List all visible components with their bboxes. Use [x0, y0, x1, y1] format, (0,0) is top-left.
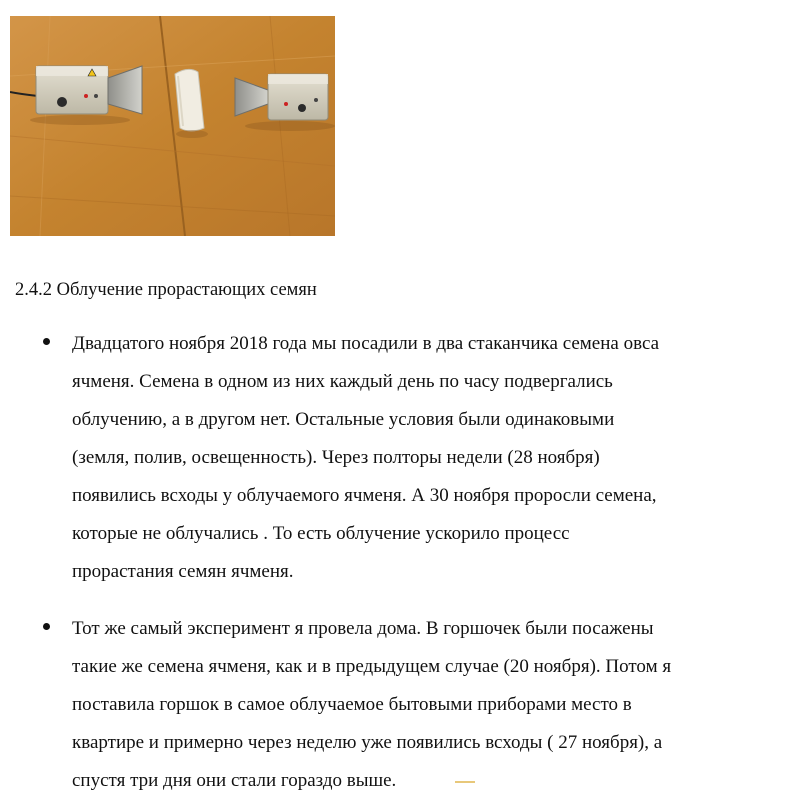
bullet-dot — [43, 338, 50, 345]
paragraph-line: которые не облучались . То есть облучение ускорило процесс — [72, 523, 570, 544]
paragraph-line: поставила горшок в самое облучаемое бытовыми приборами место в — [72, 694, 632, 715]
paragraph-line: облучению, а в другом нет. Остальные условия были одинаковыми — [72, 409, 615, 430]
paragraph-line: квартире и примерно через неделю уже появились всходы ( 27 ноября), а — [72, 732, 663, 753]
paragraph-line: появились всходы у облучаемого ячменя. А 30 ноября проросли семена, — [72, 485, 657, 506]
bullet-dot — [43, 623, 50, 630]
paragraph-line: ячменя. Семена в одном из них каждый день по часу подвергались — [72, 371, 613, 392]
paragraph-line: спустя три дня они стали гораздо выше. — [72, 770, 397, 791]
experiment-photo-illustration — [10, 16, 335, 236]
experiment-photo — [10, 16, 335, 236]
paragraph-line: прорастания семян ячменя. — [72, 561, 294, 582]
text-cursor-mark — [455, 781, 475, 783]
bullet-list — [0, 325, 790, 800]
paragraph-line: Двадцатого ноября 2018 года мы посадили в два стаканчика семена овса — [72, 333, 660, 354]
paragraph-line: такие же семена ячменя, как и в предыдущем случае (20 ноября). Потом я — [72, 656, 672, 677]
section-heading: 2.4.2 Облучение прорастающих семян — [15, 280, 317, 300]
list-item — [0, 325, 790, 610]
paragraph-line: Тот же самый эксперимент я провела дома. В горшочек были посажены — [72, 618, 654, 639]
left-emitter-device — [36, 66, 142, 114]
knob — [57, 97, 67, 107]
paragraph-line: (земля, полив, освещенность). Через полторы недели (28 ноября) — [72, 447, 600, 468]
list-item — [0, 610, 790, 800]
indicator-led — [84, 94, 88, 98]
